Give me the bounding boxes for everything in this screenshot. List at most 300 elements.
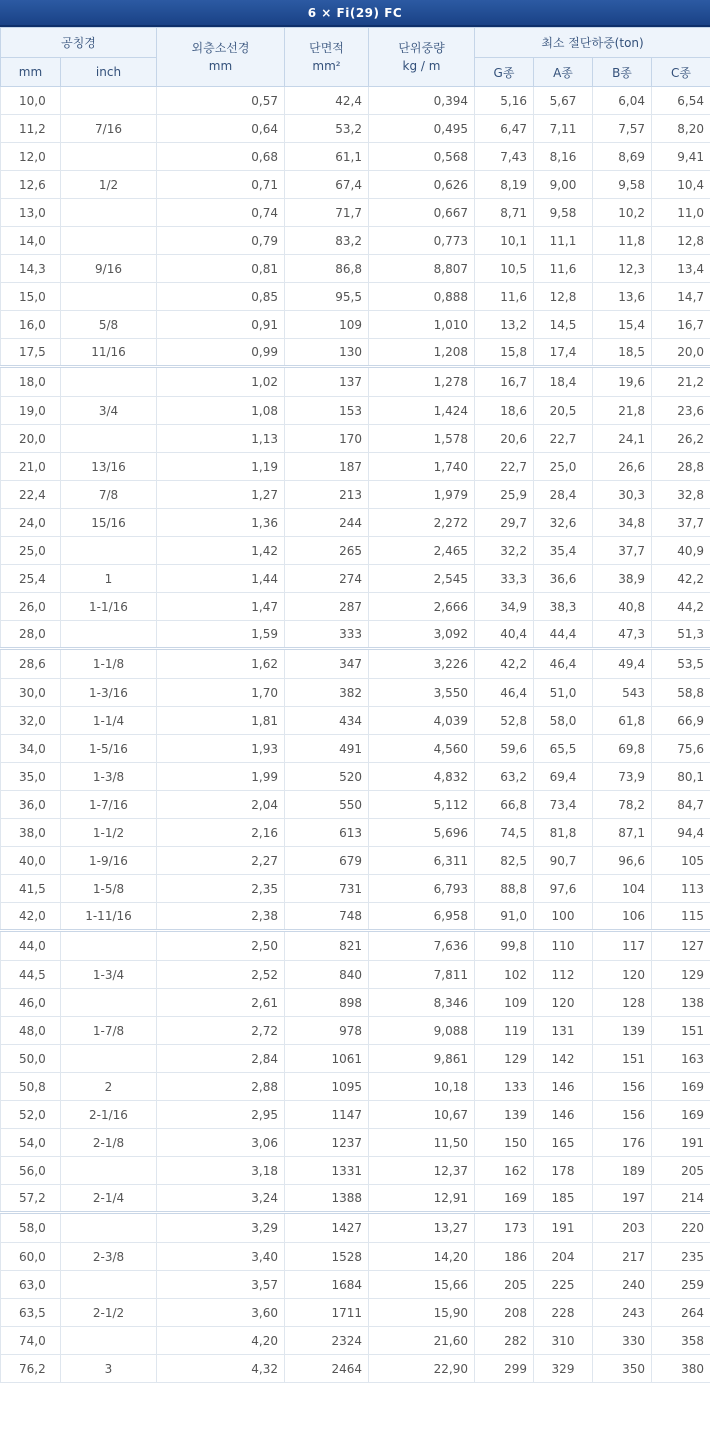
mm-cell: 38,0 bbox=[1, 819, 61, 847]
unit-weight-cell: 6,311 bbox=[369, 847, 475, 875]
grade-b-cell: 49,4 bbox=[593, 649, 652, 679]
header-unit-weight-label: 단위중량 bbox=[398, 41, 445, 55]
inch-cell bbox=[61, 87, 157, 115]
unit-weight-cell: 1,010 bbox=[369, 311, 475, 339]
header-grade-g: G종 bbox=[475, 58, 534, 87]
header-cross-section bbox=[285, 28, 369, 87]
grade-a-cell: 90,7 bbox=[534, 847, 593, 875]
table-row bbox=[1, 791, 710, 819]
grade-b-cell: 203 bbox=[593, 1213, 652, 1243]
grade-g-cell: 13,2 bbox=[475, 311, 534, 339]
table-row bbox=[1, 339, 710, 367]
mm-cell: 13,0 bbox=[1, 199, 61, 227]
outer-wire-cell: 2,16 bbox=[157, 819, 285, 847]
mm-cell: 48,0 bbox=[1, 1017, 61, 1045]
grade-b-cell: 217 bbox=[593, 1243, 652, 1271]
grade-c-cell: 42,2 bbox=[652, 565, 710, 593]
grade-g-cell: 99,8 bbox=[475, 931, 534, 961]
unit-weight-cell: 2,272 bbox=[369, 509, 475, 537]
cross-section-cell: 613 bbox=[285, 819, 369, 847]
outer-wire-cell: 2,04 bbox=[157, 791, 285, 819]
cross-section-cell: 1331 bbox=[285, 1157, 369, 1185]
table-row bbox=[1, 1327, 710, 1355]
grade-b-cell: 350 bbox=[593, 1355, 652, 1383]
grade-g-cell: 129 bbox=[475, 1045, 534, 1073]
grade-b-cell: 47,3 bbox=[593, 621, 652, 649]
inch-cell bbox=[61, 283, 157, 311]
grade-a-cell: 131 bbox=[534, 1017, 593, 1045]
grade-a-cell: 12,8 bbox=[534, 283, 593, 311]
grade-a-cell: 28,4 bbox=[534, 481, 593, 509]
unit-weight-cell: 3,092 bbox=[369, 621, 475, 649]
mm-cell: 63,5 bbox=[1, 1299, 61, 1327]
grade-g-cell: 102 bbox=[475, 961, 534, 989]
outer-wire-cell: 2,50 bbox=[157, 931, 285, 961]
table-row bbox=[1, 707, 710, 735]
grade-c-cell: 8,20 bbox=[652, 115, 710, 143]
grade-g-cell: 8,19 bbox=[475, 171, 534, 199]
cross-section-cell: 274 bbox=[285, 565, 369, 593]
grade-b-cell: 9,58 bbox=[593, 171, 652, 199]
cross-section-cell: 1711 bbox=[285, 1299, 369, 1327]
table-row bbox=[1, 1073, 710, 1101]
mm-cell: 46,0 bbox=[1, 989, 61, 1017]
mm-cell: 11,2 bbox=[1, 115, 61, 143]
grade-a-cell: 9,58 bbox=[534, 199, 593, 227]
grade-g-cell: 150 bbox=[475, 1129, 534, 1157]
unit-weight-cell: 21,60 bbox=[369, 1327, 475, 1355]
cross-section-cell: 61,1 bbox=[285, 143, 369, 171]
cross-section-cell: 71,7 bbox=[285, 199, 369, 227]
grade-b-cell: 176 bbox=[593, 1129, 652, 1157]
header-mm: mm bbox=[1, 58, 61, 87]
grade-c-cell: 16,7 bbox=[652, 311, 710, 339]
mm-cell: 54,0 bbox=[1, 1129, 61, 1157]
inch-cell: 2-1/16 bbox=[61, 1101, 157, 1129]
grade-b-cell: 12,3 bbox=[593, 255, 652, 283]
cross-section-cell: 86,8 bbox=[285, 255, 369, 283]
mm-cell: 26,0 bbox=[1, 593, 61, 621]
grade-g-cell: 74,5 bbox=[475, 819, 534, 847]
grade-c-cell: 32,8 bbox=[652, 481, 710, 509]
unit-weight-cell: 7,811 bbox=[369, 961, 475, 989]
grade-g-cell: 42,2 bbox=[475, 649, 534, 679]
unit-weight-cell: 2,465 bbox=[369, 537, 475, 565]
table-row bbox=[1, 425, 710, 453]
mm-cell: 50,8 bbox=[1, 1073, 61, 1101]
grade-b-cell: 38,9 bbox=[593, 565, 652, 593]
grade-c-cell: 53,5 bbox=[652, 649, 710, 679]
outer-wire-cell: 2,27 bbox=[157, 847, 285, 875]
grade-g-cell: 11,6 bbox=[475, 283, 534, 311]
outer-wire-cell: 1,62 bbox=[157, 649, 285, 679]
grade-b-cell: 240 bbox=[593, 1271, 652, 1299]
table-row bbox=[1, 931, 710, 961]
grade-a-cell: 65,5 bbox=[534, 735, 593, 763]
inch-cell: 1-1/8 bbox=[61, 649, 157, 679]
grade-a-cell: 51,0 bbox=[534, 679, 593, 707]
unit-weight-cell: 5,112 bbox=[369, 791, 475, 819]
table-row bbox=[1, 311, 710, 339]
inch-cell: 5/8 bbox=[61, 311, 157, 339]
grade-g-cell: 7,43 bbox=[475, 143, 534, 171]
outer-wire-cell: 2,52 bbox=[157, 961, 285, 989]
grade-a-cell: 25,0 bbox=[534, 453, 593, 481]
grade-b-cell: 330 bbox=[593, 1327, 652, 1355]
grade-a-cell: 22,7 bbox=[534, 425, 593, 453]
grade-g-cell: 32,2 bbox=[475, 537, 534, 565]
outer-wire-cell: 1,59 bbox=[157, 621, 285, 649]
outer-wire-cell: 1,13 bbox=[157, 425, 285, 453]
inch-cell: 2 bbox=[61, 1073, 157, 1101]
outer-wire-cell: 2,35 bbox=[157, 875, 285, 903]
mm-cell: 30,0 bbox=[1, 679, 61, 707]
grade-c-cell: 169 bbox=[652, 1073, 710, 1101]
inch-cell: 2-3/8 bbox=[61, 1243, 157, 1271]
mm-cell: 50,0 bbox=[1, 1045, 61, 1073]
table-row bbox=[1, 227, 710, 255]
inch-cell: 2-1/2 bbox=[61, 1299, 157, 1327]
grade-b-cell: 6,04 bbox=[593, 87, 652, 115]
grade-c-cell: 9,41 bbox=[652, 143, 710, 171]
inch-cell bbox=[61, 537, 157, 565]
cross-section-cell: 137 bbox=[285, 367, 369, 397]
grade-b-cell: 34,8 bbox=[593, 509, 652, 537]
header-grade-b: B종 bbox=[593, 58, 652, 87]
grade-g-cell: 82,5 bbox=[475, 847, 534, 875]
table-row bbox=[1, 593, 710, 621]
grade-a-cell: 112 bbox=[534, 961, 593, 989]
grade-c-cell: 259 bbox=[652, 1271, 710, 1299]
table-row bbox=[1, 565, 710, 593]
grade-b-cell: 61,8 bbox=[593, 707, 652, 735]
unit-weight-cell: 8,807 bbox=[369, 255, 475, 283]
mm-cell: 41,5 bbox=[1, 875, 61, 903]
grade-b-cell: 13,6 bbox=[593, 283, 652, 311]
inch-cell: 3 bbox=[61, 1355, 157, 1383]
grade-c-cell: 23,6 bbox=[652, 397, 710, 425]
table-row bbox=[1, 171, 710, 199]
grade-c-cell: 220 bbox=[652, 1213, 710, 1243]
outer-wire-cell: 1,02 bbox=[157, 367, 285, 397]
mm-cell: 56,0 bbox=[1, 1157, 61, 1185]
table-row bbox=[1, 509, 710, 537]
grade-a-cell: 146 bbox=[534, 1073, 593, 1101]
grade-c-cell: 214 bbox=[652, 1185, 710, 1213]
grade-a-cell: 11,6 bbox=[534, 255, 593, 283]
outer-wire-cell: 3,06 bbox=[157, 1129, 285, 1157]
cross-section-cell: 1528 bbox=[285, 1243, 369, 1271]
table-row bbox=[1, 1243, 710, 1271]
grade-g-cell: 282 bbox=[475, 1327, 534, 1355]
grade-g-cell: 59,6 bbox=[475, 735, 534, 763]
outer-wire-cell: 3,40 bbox=[157, 1243, 285, 1271]
unit-weight-cell: 11,50 bbox=[369, 1129, 475, 1157]
table-row bbox=[1, 763, 710, 791]
unit-weight-cell: 1,208 bbox=[369, 339, 475, 367]
grade-b-cell: 24,1 bbox=[593, 425, 652, 453]
outer-wire-cell: 1,44 bbox=[157, 565, 285, 593]
grade-g-cell: 46,4 bbox=[475, 679, 534, 707]
unit-weight-cell: 9,088 bbox=[369, 1017, 475, 1045]
grade-a-cell: 329 bbox=[534, 1355, 593, 1383]
cross-section-cell: 978 bbox=[285, 1017, 369, 1045]
mm-cell: 36,0 bbox=[1, 791, 61, 819]
grade-a-cell: 142 bbox=[534, 1045, 593, 1073]
unit-weight-cell: 0,394 bbox=[369, 87, 475, 115]
unit-weight-cell: 0,888 bbox=[369, 283, 475, 311]
grade-c-cell: 129 bbox=[652, 961, 710, 989]
unit-weight-cell: 0,495 bbox=[369, 115, 475, 143]
grade-c-cell: 264 bbox=[652, 1299, 710, 1327]
unit-weight-cell: 3,550 bbox=[369, 679, 475, 707]
grade-b-cell: 151 bbox=[593, 1045, 652, 1073]
grade-b-cell: 19,6 bbox=[593, 367, 652, 397]
header-outer-wire-label: 외층소선경 bbox=[191, 41, 250, 55]
inch-cell: 13/16 bbox=[61, 453, 157, 481]
unit-weight-cell: 14,20 bbox=[369, 1243, 475, 1271]
grade-b-cell: 189 bbox=[593, 1157, 652, 1185]
grade-g-cell: 173 bbox=[475, 1213, 534, 1243]
unit-weight-cell: 15,66 bbox=[369, 1271, 475, 1299]
outer-wire-cell: 3,24 bbox=[157, 1185, 285, 1213]
mm-cell: 60,0 bbox=[1, 1243, 61, 1271]
inch-cell: 1-3/16 bbox=[61, 679, 157, 707]
table-row bbox=[1, 1271, 710, 1299]
grade-a-cell: 165 bbox=[534, 1129, 593, 1157]
grade-b-cell: 106 bbox=[593, 903, 652, 931]
table-row bbox=[1, 1129, 710, 1157]
grade-c-cell: 358 bbox=[652, 1327, 710, 1355]
cross-section-cell: 109 bbox=[285, 311, 369, 339]
cross-section-cell: 244 bbox=[285, 509, 369, 537]
outer-wire-cell: 1,70 bbox=[157, 679, 285, 707]
mm-cell: 28,6 bbox=[1, 649, 61, 679]
unit-weight-cell: 2,666 bbox=[369, 593, 475, 621]
inch-cell: 1-5/16 bbox=[61, 735, 157, 763]
table-row bbox=[1, 649, 710, 679]
table-row bbox=[1, 283, 710, 311]
mm-cell: 19,0 bbox=[1, 397, 61, 425]
header-cross-section-label: 단면적 bbox=[309, 41, 344, 55]
grade-c-cell: 191 bbox=[652, 1129, 710, 1157]
grade-a-cell: 18,4 bbox=[534, 367, 593, 397]
grade-a-cell: 11,1 bbox=[534, 227, 593, 255]
grade-a-cell: 100 bbox=[534, 903, 593, 931]
mm-cell: 76,2 bbox=[1, 1355, 61, 1383]
grade-a-cell: 110 bbox=[534, 931, 593, 961]
cross-section-cell: 1061 bbox=[285, 1045, 369, 1073]
mm-cell: 21,0 bbox=[1, 453, 61, 481]
outer-wire-cell: 1,93 bbox=[157, 735, 285, 763]
table-row bbox=[1, 255, 710, 283]
grade-a-cell: 228 bbox=[534, 1299, 593, 1327]
grade-b-cell: 156 bbox=[593, 1073, 652, 1101]
unit-weight-cell: 12,37 bbox=[369, 1157, 475, 1185]
mm-cell: 14,3 bbox=[1, 255, 61, 283]
grade-b-cell: 7,57 bbox=[593, 115, 652, 143]
inch-cell: 1-9/16 bbox=[61, 847, 157, 875]
table-row bbox=[1, 679, 710, 707]
grade-g-cell: 109 bbox=[475, 989, 534, 1017]
inch-cell bbox=[61, 1157, 157, 1185]
grade-c-cell: 151 bbox=[652, 1017, 710, 1045]
outer-wire-cell: 1,19 bbox=[157, 453, 285, 481]
outer-wire-cell: 3,18 bbox=[157, 1157, 285, 1185]
grade-c-cell: 14,7 bbox=[652, 283, 710, 311]
cross-section-cell: 679 bbox=[285, 847, 369, 875]
mm-cell: 10,0 bbox=[1, 87, 61, 115]
mm-cell: 17,5 bbox=[1, 339, 61, 367]
cross-section-cell: 550 bbox=[285, 791, 369, 819]
unit-weight-cell: 3,226 bbox=[369, 649, 475, 679]
grade-a-cell: 44,4 bbox=[534, 621, 593, 649]
mm-cell: 58,0 bbox=[1, 1213, 61, 1243]
grade-g-cell: 133 bbox=[475, 1073, 534, 1101]
outer-wire-cell: 4,32 bbox=[157, 1355, 285, 1383]
table-row bbox=[1, 875, 710, 903]
grade-g-cell: 169 bbox=[475, 1185, 534, 1213]
cross-section-cell: 1388 bbox=[285, 1185, 369, 1213]
inch-cell: 9/16 bbox=[61, 255, 157, 283]
table-header bbox=[1, 28, 710, 87]
outer-wire-cell: 1,08 bbox=[157, 397, 285, 425]
table-row bbox=[1, 397, 710, 425]
unit-weight-cell: 10,67 bbox=[369, 1101, 475, 1129]
table-row bbox=[1, 367, 710, 397]
grade-c-cell: 40,9 bbox=[652, 537, 710, 565]
cross-section-cell: 1237 bbox=[285, 1129, 369, 1157]
mm-cell: 44,0 bbox=[1, 931, 61, 961]
table-row bbox=[1, 481, 710, 509]
mm-cell: 34,0 bbox=[1, 735, 61, 763]
inch-cell bbox=[61, 1213, 157, 1243]
table-row bbox=[1, 735, 710, 763]
grade-c-cell: 44,2 bbox=[652, 593, 710, 621]
table-row bbox=[1, 115, 710, 143]
grade-g-cell: 91,0 bbox=[475, 903, 534, 931]
inch-cell bbox=[61, 1327, 157, 1355]
grade-c-cell: 21,2 bbox=[652, 367, 710, 397]
header-nominal-diameter: 공칭경 bbox=[1, 28, 157, 58]
outer-wire-cell: 2,95 bbox=[157, 1101, 285, 1129]
inch-cell bbox=[61, 227, 157, 255]
grade-c-cell: 11,0 bbox=[652, 199, 710, 227]
outer-wire-cell: 0,81 bbox=[157, 255, 285, 283]
unit-weight-cell: 0,667 bbox=[369, 199, 475, 227]
grade-a-cell: 81,8 bbox=[534, 819, 593, 847]
grade-a-cell: 146 bbox=[534, 1101, 593, 1129]
outer-wire-cell: 2,38 bbox=[157, 903, 285, 931]
grade-b-cell: 30,3 bbox=[593, 481, 652, 509]
inch-cell bbox=[61, 931, 157, 961]
cross-section-cell: 434 bbox=[285, 707, 369, 735]
grade-c-cell: 10,4 bbox=[652, 171, 710, 199]
header-min-breaking-load: 최소 절단하중(ton) bbox=[475, 28, 710, 58]
mm-cell: 22,4 bbox=[1, 481, 61, 509]
grade-a-cell: 191 bbox=[534, 1213, 593, 1243]
inch-cell: 1-1/4 bbox=[61, 707, 157, 735]
grade-a-cell: 20,5 bbox=[534, 397, 593, 425]
unit-weight-cell: 1,578 bbox=[369, 425, 475, 453]
unit-weight-cell: 0,626 bbox=[369, 171, 475, 199]
cross-section-cell: 520 bbox=[285, 763, 369, 791]
grade-g-cell: 139 bbox=[475, 1101, 534, 1129]
table-row bbox=[1, 1101, 710, 1129]
inch-cell bbox=[61, 989, 157, 1017]
grade-g-cell: 63,2 bbox=[475, 763, 534, 791]
mm-cell: 42,0 bbox=[1, 903, 61, 931]
grade-c-cell: 169 bbox=[652, 1101, 710, 1129]
outer-wire-cell: 2,84 bbox=[157, 1045, 285, 1073]
outer-wire-cell: 0,85 bbox=[157, 283, 285, 311]
grade-g-cell: 8,71 bbox=[475, 199, 534, 227]
header-grade-c: C종 bbox=[652, 58, 710, 87]
outer-wire-cell: 0,91 bbox=[157, 311, 285, 339]
grade-c-cell: 28,8 bbox=[652, 453, 710, 481]
mm-cell: 15,0 bbox=[1, 283, 61, 311]
grade-b-cell: 197 bbox=[593, 1185, 652, 1213]
grade-b-cell: 139 bbox=[593, 1017, 652, 1045]
grade-a-cell: 14,5 bbox=[534, 311, 593, 339]
grade-c-cell: 58,8 bbox=[652, 679, 710, 707]
inch-cell: 1-1/16 bbox=[61, 593, 157, 621]
grade-g-cell: 119 bbox=[475, 1017, 534, 1045]
grade-g-cell: 88,8 bbox=[475, 875, 534, 903]
unit-weight-cell: 6,793 bbox=[369, 875, 475, 903]
cross-section-cell: 898 bbox=[285, 989, 369, 1017]
inch-cell bbox=[61, 199, 157, 227]
inch-cell: 2-1/4 bbox=[61, 1185, 157, 1213]
cross-section-cell: 333 bbox=[285, 621, 369, 649]
mm-cell: 20,0 bbox=[1, 425, 61, 453]
outer-wire-cell: 0,68 bbox=[157, 143, 285, 171]
inch-cell: 1-1/2 bbox=[61, 819, 157, 847]
unit-weight-cell: 4,560 bbox=[369, 735, 475, 763]
inch-cell bbox=[61, 1045, 157, 1073]
grade-b-cell: 543 bbox=[593, 679, 652, 707]
grade-c-cell: 235 bbox=[652, 1243, 710, 1271]
mm-cell: 28,0 bbox=[1, 621, 61, 649]
outer-wire-cell: 0,79 bbox=[157, 227, 285, 255]
inch-cell bbox=[61, 425, 157, 453]
inch-cell bbox=[61, 367, 157, 397]
grade-c-cell: 113 bbox=[652, 875, 710, 903]
cross-section-cell: 821 bbox=[285, 931, 369, 961]
outer-wire-cell: 0,74 bbox=[157, 199, 285, 227]
grade-b-cell: 117 bbox=[593, 931, 652, 961]
grade-c-cell: 37,7 bbox=[652, 509, 710, 537]
grade-c-cell: 26,2 bbox=[652, 425, 710, 453]
grade-b-cell: 11,8 bbox=[593, 227, 652, 255]
cross-section-cell: 1684 bbox=[285, 1271, 369, 1299]
inch-cell: 1-3/4 bbox=[61, 961, 157, 989]
grade-a-cell: 204 bbox=[534, 1243, 593, 1271]
header-unit-weight-unit: kg / m bbox=[402, 59, 441, 73]
table-row bbox=[1, 87, 710, 115]
grade-b-cell: 15,4 bbox=[593, 311, 652, 339]
cross-section-cell: 2464 bbox=[285, 1355, 369, 1383]
mm-cell: 57,2 bbox=[1, 1185, 61, 1213]
inch-cell bbox=[61, 621, 157, 649]
grade-c-cell: 6,54 bbox=[652, 87, 710, 115]
mm-cell: 14,0 bbox=[1, 227, 61, 255]
cross-section-cell: 187 bbox=[285, 453, 369, 481]
cross-section-cell: 1147 bbox=[285, 1101, 369, 1129]
table-row bbox=[1, 1213, 710, 1243]
mm-cell: 44,5 bbox=[1, 961, 61, 989]
table-title: 6 × Fi(29) FC bbox=[0, 0, 710, 27]
